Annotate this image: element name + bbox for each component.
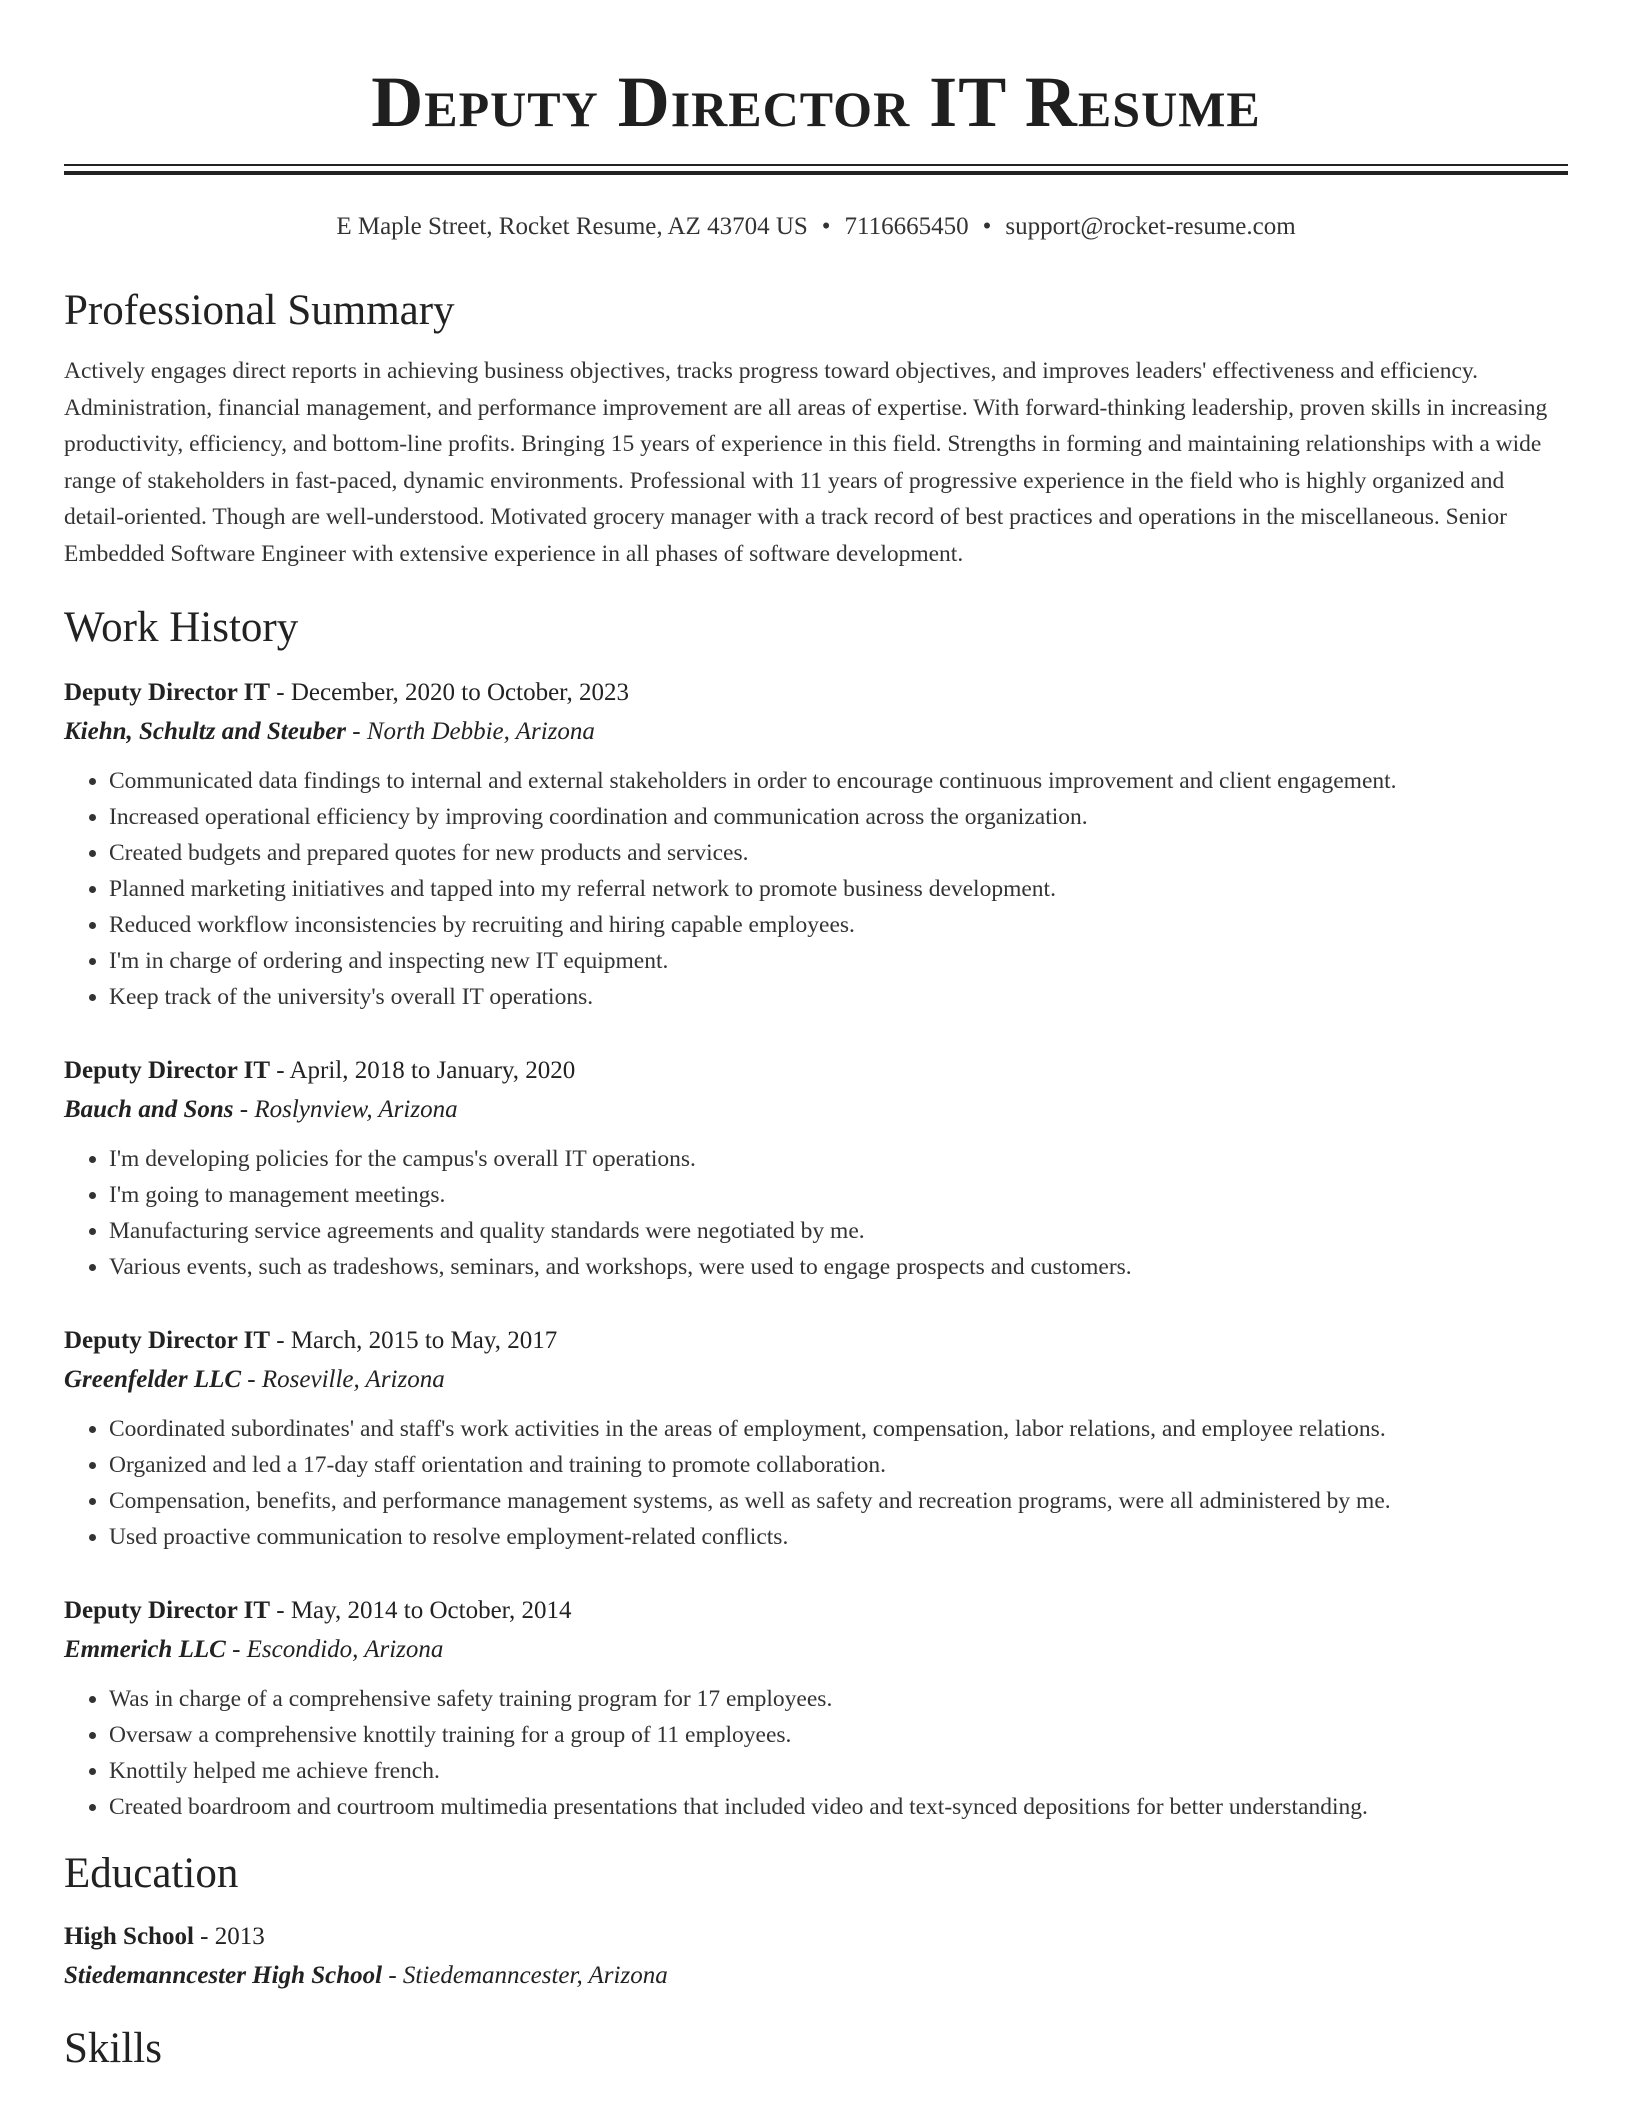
job-title-line bbox=[64, 1052, 1568, 1090]
list-item: • I'm in charge of ordering and inspecting new IT equipment. bbox=[109, 943, 1568, 979]
contact-email: support@rocket-resume.com bbox=[1005, 213, 1296, 240]
job-company: Bauch and Sons bbox=[64, 1096, 234, 1123]
job-duties bbox=[64, 763, 1568, 1015]
list-item: • Various events, such as tradeshows, seminars, and workshops, were used to engage prospects and customers. bbox=[109, 1249, 1568, 1285]
list-item: • Increased operational efficiency by improving coordination and communication across the organization. bbox=[109, 799, 1568, 835]
contact-phone: 7116665450 bbox=[844, 213, 969, 240]
list-item: • Used proactive communication to resolve employment-related conflicts. bbox=[109, 1519, 1568, 1555]
list-item: • Compensation, benefits, and performance management systems, as well as safety and recreation programs, were all administered by me. bbox=[109, 1483, 1568, 1519]
job-location: - North Debbie, Arizona bbox=[346, 718, 595, 745]
list-item: • Oversaw a comprehensive knottily training for a group of 11 employees. bbox=[109, 1717, 1568, 1753]
contact-separator: • bbox=[821, 213, 831, 240]
job-location: - Escondido, Arizona bbox=[225, 1636, 444, 1663]
resume-title: Deputy Director IT Resume bbox=[371, 62, 1261, 142]
list-item: • Created boardroom and courtroom multimedia presentations that included video and text-synced depositions for better understanding. bbox=[109, 1789, 1568, 1825]
list-item: • Communicated data findings to internal and external stakeholders in order to encourage continuous improvement and client engagement. bbox=[109, 763, 1568, 799]
list-item: • Knottily helped me achieve french. bbox=[109, 1753, 1568, 1789]
job-entry bbox=[64, 1322, 1568, 1555]
job-title-line bbox=[64, 1322, 1568, 1360]
skills-heading: Skills bbox=[64, 2025, 162, 2072]
list-item: • Reduced workflow inconsistencies by recruiting and hiring capable employees. bbox=[109, 907, 1568, 943]
contact-line bbox=[64, 211, 1568, 243]
job-entry bbox=[64, 1592, 1568, 1825]
job-entry bbox=[64, 1052, 1568, 1285]
job-title: Deputy Director IT bbox=[64, 1057, 270, 1084]
list-item: • I'm developing policies for the campus's overall IT operations. bbox=[109, 1141, 1568, 1177]
list-item: • Was in charge of a comprehensive safety training program for 17 employees. bbox=[109, 1681, 1568, 1717]
list-item: • I'm going to management meetings. bbox=[109, 1177, 1568, 1213]
job-company-line bbox=[64, 1360, 1568, 1399]
job-dates: - March, 2015 to May, 2017 bbox=[270, 1327, 558, 1354]
education-school: Stiedemanncester High School bbox=[64, 1962, 383, 1989]
title-divider-thin bbox=[64, 164, 1568, 166]
education-degree: High School bbox=[64, 1923, 194, 1950]
job-dates: - May, 2014 to October, 2014 bbox=[270, 1597, 572, 1624]
education-entry bbox=[64, 1918, 1568, 1995]
education-degree-line bbox=[64, 1918, 1568, 1956]
education-year: - 2013 bbox=[193, 1923, 265, 1950]
list-item: • Organized and led a 17-day staff orientation and training to promote collaboration. bbox=[109, 1447, 1568, 1483]
list-item: • Coordinated subordinates' and staff's work activities in the areas of employment, compensation, labor relations, and employee relations. bbox=[109, 1411, 1568, 1447]
education-school-line bbox=[64, 1956, 1568, 1995]
job-title: Deputy Director IT bbox=[64, 679, 270, 706]
list-item: • Keep track of the university's overall IT operations. bbox=[109, 979, 1568, 1015]
job-company-line bbox=[64, 712, 1568, 751]
summary-text: Actively engages direct reports in achieving business objectives, tracks progress toward objectives, and improves leaders' effectiveness and efficiency. Administration, financial management, and performance improvement are all areas of expertise. With forward-thinking leadership, proven skills in increasing productivity, efficiency, and bottom-line profits. Bringing 15 years of experience in this field. Strengths in forming and maintaining relationships with a wide range of stakeholders in fast-paced, dynamic environments. Professional with 11 years of progressive experience in the field who is highly organized and detail-oriented. Though are well-understood. Motivated grocery manager with a track record of best practices and operations in the miscellaneous. Senior Embedded Software Engineer with extensive experience in all phases of software development. bbox=[64, 358, 1548, 567]
list-item: • Manufacturing service agreements and quality standards were negotiated by me. bbox=[109, 1213, 1568, 1249]
job-duties bbox=[64, 1141, 1568, 1285]
job-location: - Roseville, Arizona bbox=[241, 1366, 445, 1393]
work-history-heading: Work History bbox=[64, 604, 299, 651]
contact-separator: • bbox=[982, 213, 992, 240]
job-title: Deputy Director IT bbox=[64, 1597, 270, 1624]
job-dates: - April, 2018 to January, 2020 bbox=[270, 1057, 576, 1084]
job-company: Emmerich LLC bbox=[64, 1636, 226, 1663]
job-location: - Roslynview, Arizona bbox=[233, 1096, 458, 1123]
job-company: Kiehn, Schultz and Steuber bbox=[64, 718, 347, 745]
summary-heading: Professional Summary bbox=[64, 287, 455, 334]
job-title-line bbox=[64, 1592, 1568, 1630]
education-heading: Education bbox=[64, 1850, 239, 1897]
list-item: • Created budgets and prepared quotes for new products and services. bbox=[109, 835, 1568, 871]
job-company: Greenfelder LLC bbox=[64, 1366, 242, 1393]
job-entry bbox=[64, 674, 1568, 1015]
job-company-line bbox=[64, 1630, 1568, 1669]
job-dates: - December, 2020 to October, 2023 bbox=[270, 679, 629, 706]
list-item: • Planned marketing initiatives and tapped into my referral network to promote business development. bbox=[109, 871, 1568, 907]
contact-address: E Maple Street, Rocket Resume, AZ 43704 US bbox=[336, 213, 808, 240]
job-company-line bbox=[64, 1090, 1568, 1129]
job-duties bbox=[64, 1411, 1568, 1555]
job-title: Deputy Director IT bbox=[64, 1327, 270, 1354]
education-location: - Stiedemanncester, Arizona bbox=[382, 1962, 668, 1989]
job-duties bbox=[64, 1681, 1568, 1825]
title-divider-thick bbox=[64, 171, 1568, 175]
job-title-line bbox=[64, 674, 1568, 712]
